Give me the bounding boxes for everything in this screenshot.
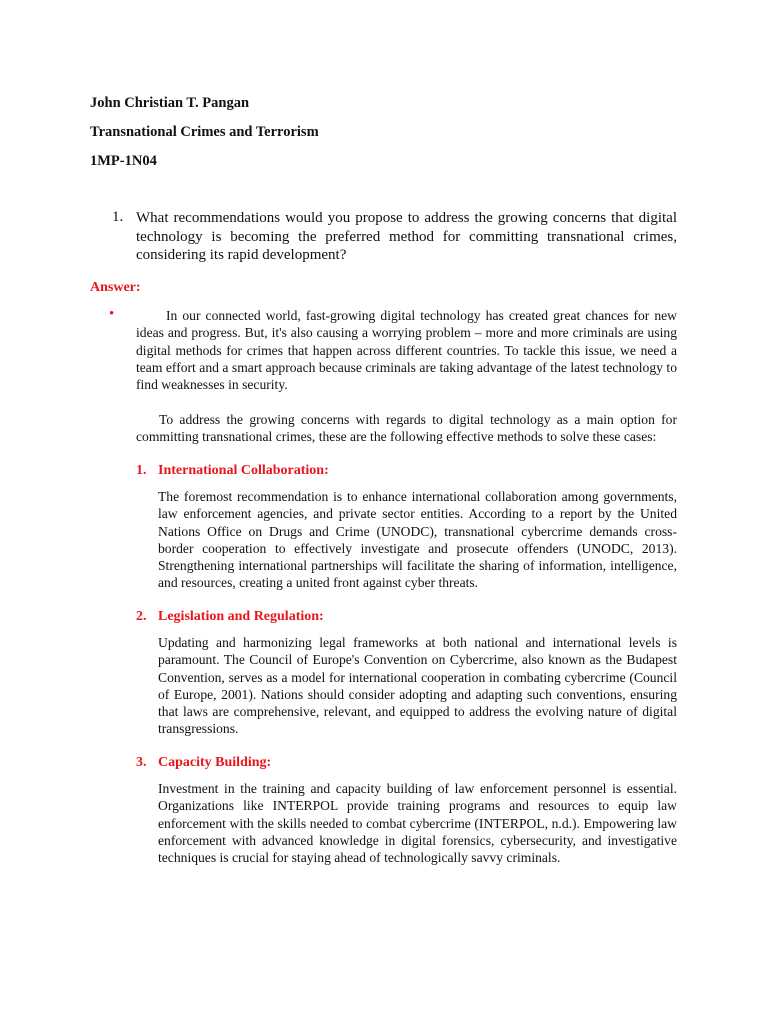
recommendation-number: 1.: [136, 463, 147, 478]
recommendation-number: 3.: [136, 755, 147, 770]
answer-lead-in-paragraph: To address the growing concerns with regards to digital technology as a main option for committing transnational crimes, these are the following effective methods to solve these cases:: [136, 412, 677, 445]
recommendation-body: Investment in the training and capacity building of law enforcement personnel is essential. Organizations like INTERPOL provide training programs and resources to equip law enforcement with the skills needed to combat cybercrime (INTERPOL, n.d.). Empowering law enforcement with advanced knowledge in digital forensics, cybersecurity, and investigative techniques is crucial for staying ahead of technologically savvy criminals.: [158, 781, 677, 866]
recommendation-title: Capacity Building:: [158, 755, 272, 770]
answer-label: Answer:: [90, 280, 141, 295]
recommendation-number: 2.: [136, 609, 147, 624]
question-text: What recommendations would you propose to address the growing concerns that digital technology is becoming the preferred method for committing transnational crimes, considering its rapid development?: [136, 210, 677, 263]
question-number: 1.: [112, 209, 124, 225]
recommendation-title: Legislation and Regulation:: [158, 609, 324, 624]
recommendation-body: The foremost recommendation is to enhance international collaboration among governments, law enforcement agencies, and private sector entities. According to a report by the United Nations Office on Drugs and Crime (UNODC), transnational cybercrime demands cross-border cooperation to effectively investigate and prosecute offenders (UNODC, 2013). Strengthening international partnerships will facilitate the sharing of information, intelligence, and resources, creating a united front against cyber threats.: [158, 489, 677, 591]
recommendation-title: International Collaboration:: [158, 463, 329, 478]
recommendation-body: Updating and harmonizing legal frameworks at both national and international levels is paramount. The Council of Europe's Convention on Cybercrime, also known as the Budapest Convention, serves as a model for international cooperation in combating cybercrime (Council of Europe, 2001). Nations should consider adopting and adapting such conventions, ensuring that laws are comprehensive, relevant, and equipped to address the evolving nature of digital transgressions.: [158, 635, 677, 737]
answer-intro-paragraph: In our connected world, fast-growing digital technology has created great chances for new ideas and progress. But, it's also causing a worrying problem – more and more criminals are using digital methods for crimes that happen across different countries. To tackle this issue, we need a team effort and a smart approach because criminals are taking advantage of the latest technology to find weaknesses in security.: [136, 308, 677, 393]
bullet-icon: •: [109, 306, 115, 322]
section-code: 1MP-1N04: [90, 153, 157, 169]
author-name: John Christian T. Pangan: [90, 95, 250, 111]
course-title: Transnational Crimes and Terrorism: [90, 124, 319, 140]
